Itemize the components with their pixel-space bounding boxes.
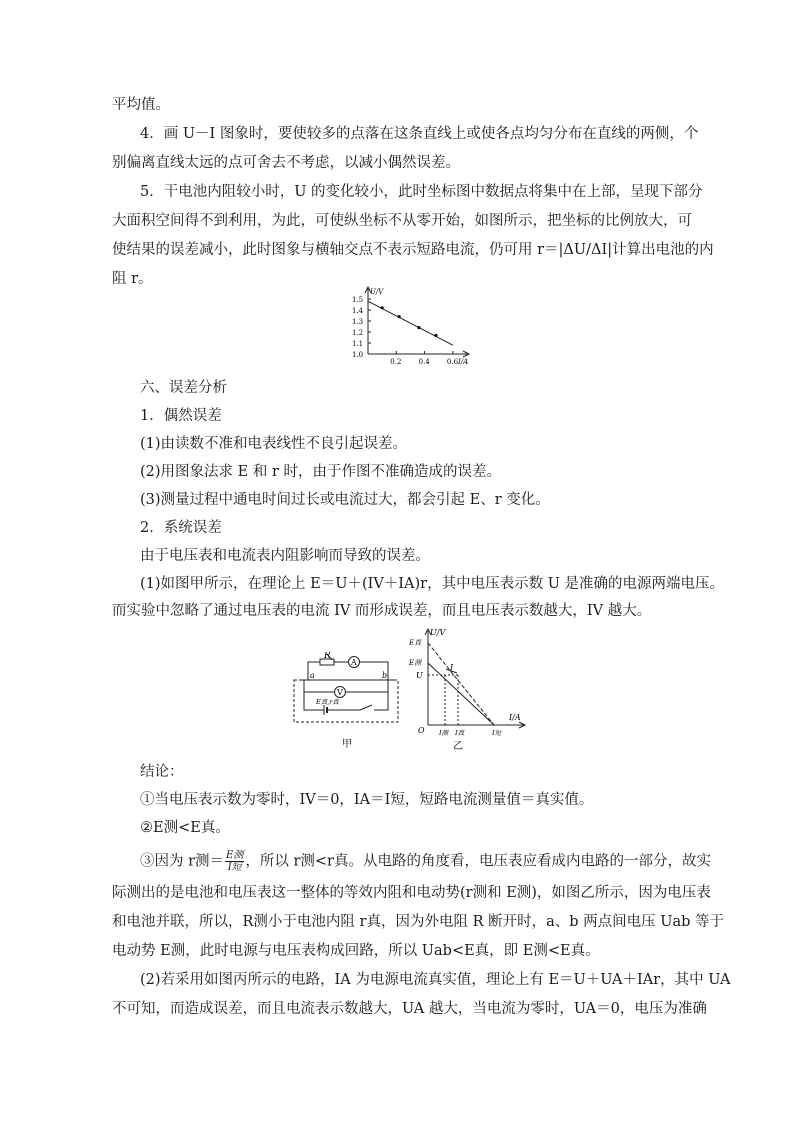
- y-axis-label: U/V: [370, 288, 384, 296]
- conclusion-heading: 结论：: [140, 764, 184, 780]
- data-point: [381, 306, 384, 309]
- x-tick-label: 0.6: [446, 358, 459, 366]
- text-line: 大面积空间得不到利用，为此，可使纵坐标不从零开始，如图所示，把坐标的比例放大，可: [112, 213, 692, 229]
- origin-label: O: [418, 726, 425, 735]
- figure-caption-jia: 甲: [342, 739, 352, 750]
- text-line: 际测出的是电池和电压表这一整体的等效内阻和电动势(r测和 E测)，如图乙所示，因为电压表: [112, 885, 711, 901]
- subsection-heading: 1．偶然误差: [140, 408, 222, 424]
- node-a-label: a: [310, 671, 315, 680]
- x-tick-label: 0.4: [418, 358, 430, 366]
- x-axis-label: I/A: [509, 713, 521, 722]
- data-point: [398, 315, 401, 318]
- y-tick-label: 1.4: [352, 307, 364, 315]
- circuit-diagram-jia: [290, 652, 405, 752]
- y-tick-label: 1.5: [352, 296, 364, 304]
- ammeter-label: A: [351, 658, 357, 667]
- data-point: [434, 334, 437, 337]
- y-tick-label: 1.2: [352, 329, 364, 337]
- text-line: (2)用图象法求 E 和 r 时，由于作图不准确造成的误差。: [140, 464, 501, 480]
- node-b-label: b: [382, 671, 388, 680]
- text-line: (1)如图甲所示，在理论上 E＝U＋(IV＋IA)r，其中电压表示数 U 是准确的电源两端电压。: [140, 576, 725, 592]
- text-line: 4．画 U－I 图象时，要使较多的点落在这条直线上或使各点均匀分布在直线的两侧，个: [140, 126, 699, 142]
- data-point: [417, 326, 420, 329]
- y-tick-label: 1.1: [352, 340, 364, 348]
- text-line: [140, 850, 711, 873]
- u-i-chart: [340, 282, 480, 372]
- y-tick-label: 1.0: [352, 351, 364, 359]
- text-line: 阻 r。: [112, 271, 153, 287]
- y-tick-label: 1.3: [352, 318, 364, 326]
- text-line: 5．干电池内阻较小时，U 的变化较小，此时坐标图中数据点将集中在上部，呈现下部分: [140, 184, 703, 200]
- text-line: 而实验中忽略了通过电压表的电流 IV 而形成误差，而且电压表示数越大，IV 越大。: [112, 603, 652, 619]
- fraction-numerator: E测: [226, 850, 244, 861]
- text-line: ①当电压表示数为零时，IV＝0，IA＝I短，短路电流测量值＝真实值。: [140, 792, 594, 808]
- text-line: 平均值。: [112, 97, 170, 113]
- text-line: (3)测量过程中通电时间过长或电流过大，都会引起 E、r 变化。: [140, 492, 550, 508]
- x-axis-label: I/A: [458, 358, 469, 366]
- subsection-heading: 2．系统误差: [140, 520, 222, 536]
- i-short-label: I短: [492, 729, 502, 737]
- graph-yi: [406, 625, 531, 753]
- fraction-denominator: I短: [227, 862, 242, 873]
- text-line: (1)由读数不准和电表线性不良引起误差。: [140, 436, 408, 452]
- text-line: 使结果的误差减小，此时图象与横轴交点不表示短路电流，仍可用 r＝|ΔU/ΔI|计算出电池的内: [112, 242, 714, 258]
- fraction: [225, 850, 244, 873]
- text-line: 和电池并联，所以，R测小于电池内阻 r真，因为外电阻 R 断开时，a、b 两点间电压 Uab 等于: [112, 914, 724, 930]
- i-meas-label: I测: [439, 729, 449, 737]
- resistor-label: R: [324, 652, 331, 661]
- text-segment: ，所以 r测<r真。从电路的角度看，电压表应看成内电路的一部分，故实: [245, 853, 711, 870]
- e-true-label: E真: [409, 639, 422, 647]
- y-axis-label: U/V: [430, 628, 446, 637]
- i-true-label: I真: [455, 729, 465, 737]
- text-segment: ③因为 r测＝: [140, 853, 225, 870]
- text-line: (2)若采用如图丙所示的电路，IA 为电源电流真实值，理论上有 E＝U＋UA＋IAr，其中 UA: [140, 972, 731, 988]
- battery-label: E真,r真: [316, 698, 339, 706]
- figure-caption-yi: 乙: [453, 741, 463, 752]
- text-line: 不可知，而造成误差，而且电流表示数越大，UA 越大，当电流为零时，UA＝0，电压为准确: [112, 1001, 707, 1017]
- text-line: ②E测<E真。: [140, 820, 230, 836]
- x-tick-label: 0.2: [390, 358, 402, 366]
- i-label: I: [450, 663, 454, 672]
- text-line: 由于电压表和电流表内阻影响而导致的误差。: [140, 548, 430, 564]
- section-heading: 六、误差分析: [140, 380, 227, 396]
- voltmeter-label: V: [337, 688, 343, 697]
- text-line: 别偏离直线太远的点可舍去不考虑，以减小偶然误差。: [112, 155, 460, 171]
- e-meas-label: E测: [409, 659, 422, 667]
- u-label: U: [416, 671, 423, 680]
- text-line: 电动势 E测，此时电源与电压表构成回路，所以 Uab<E真，即 E测<E真。: [112, 943, 600, 959]
